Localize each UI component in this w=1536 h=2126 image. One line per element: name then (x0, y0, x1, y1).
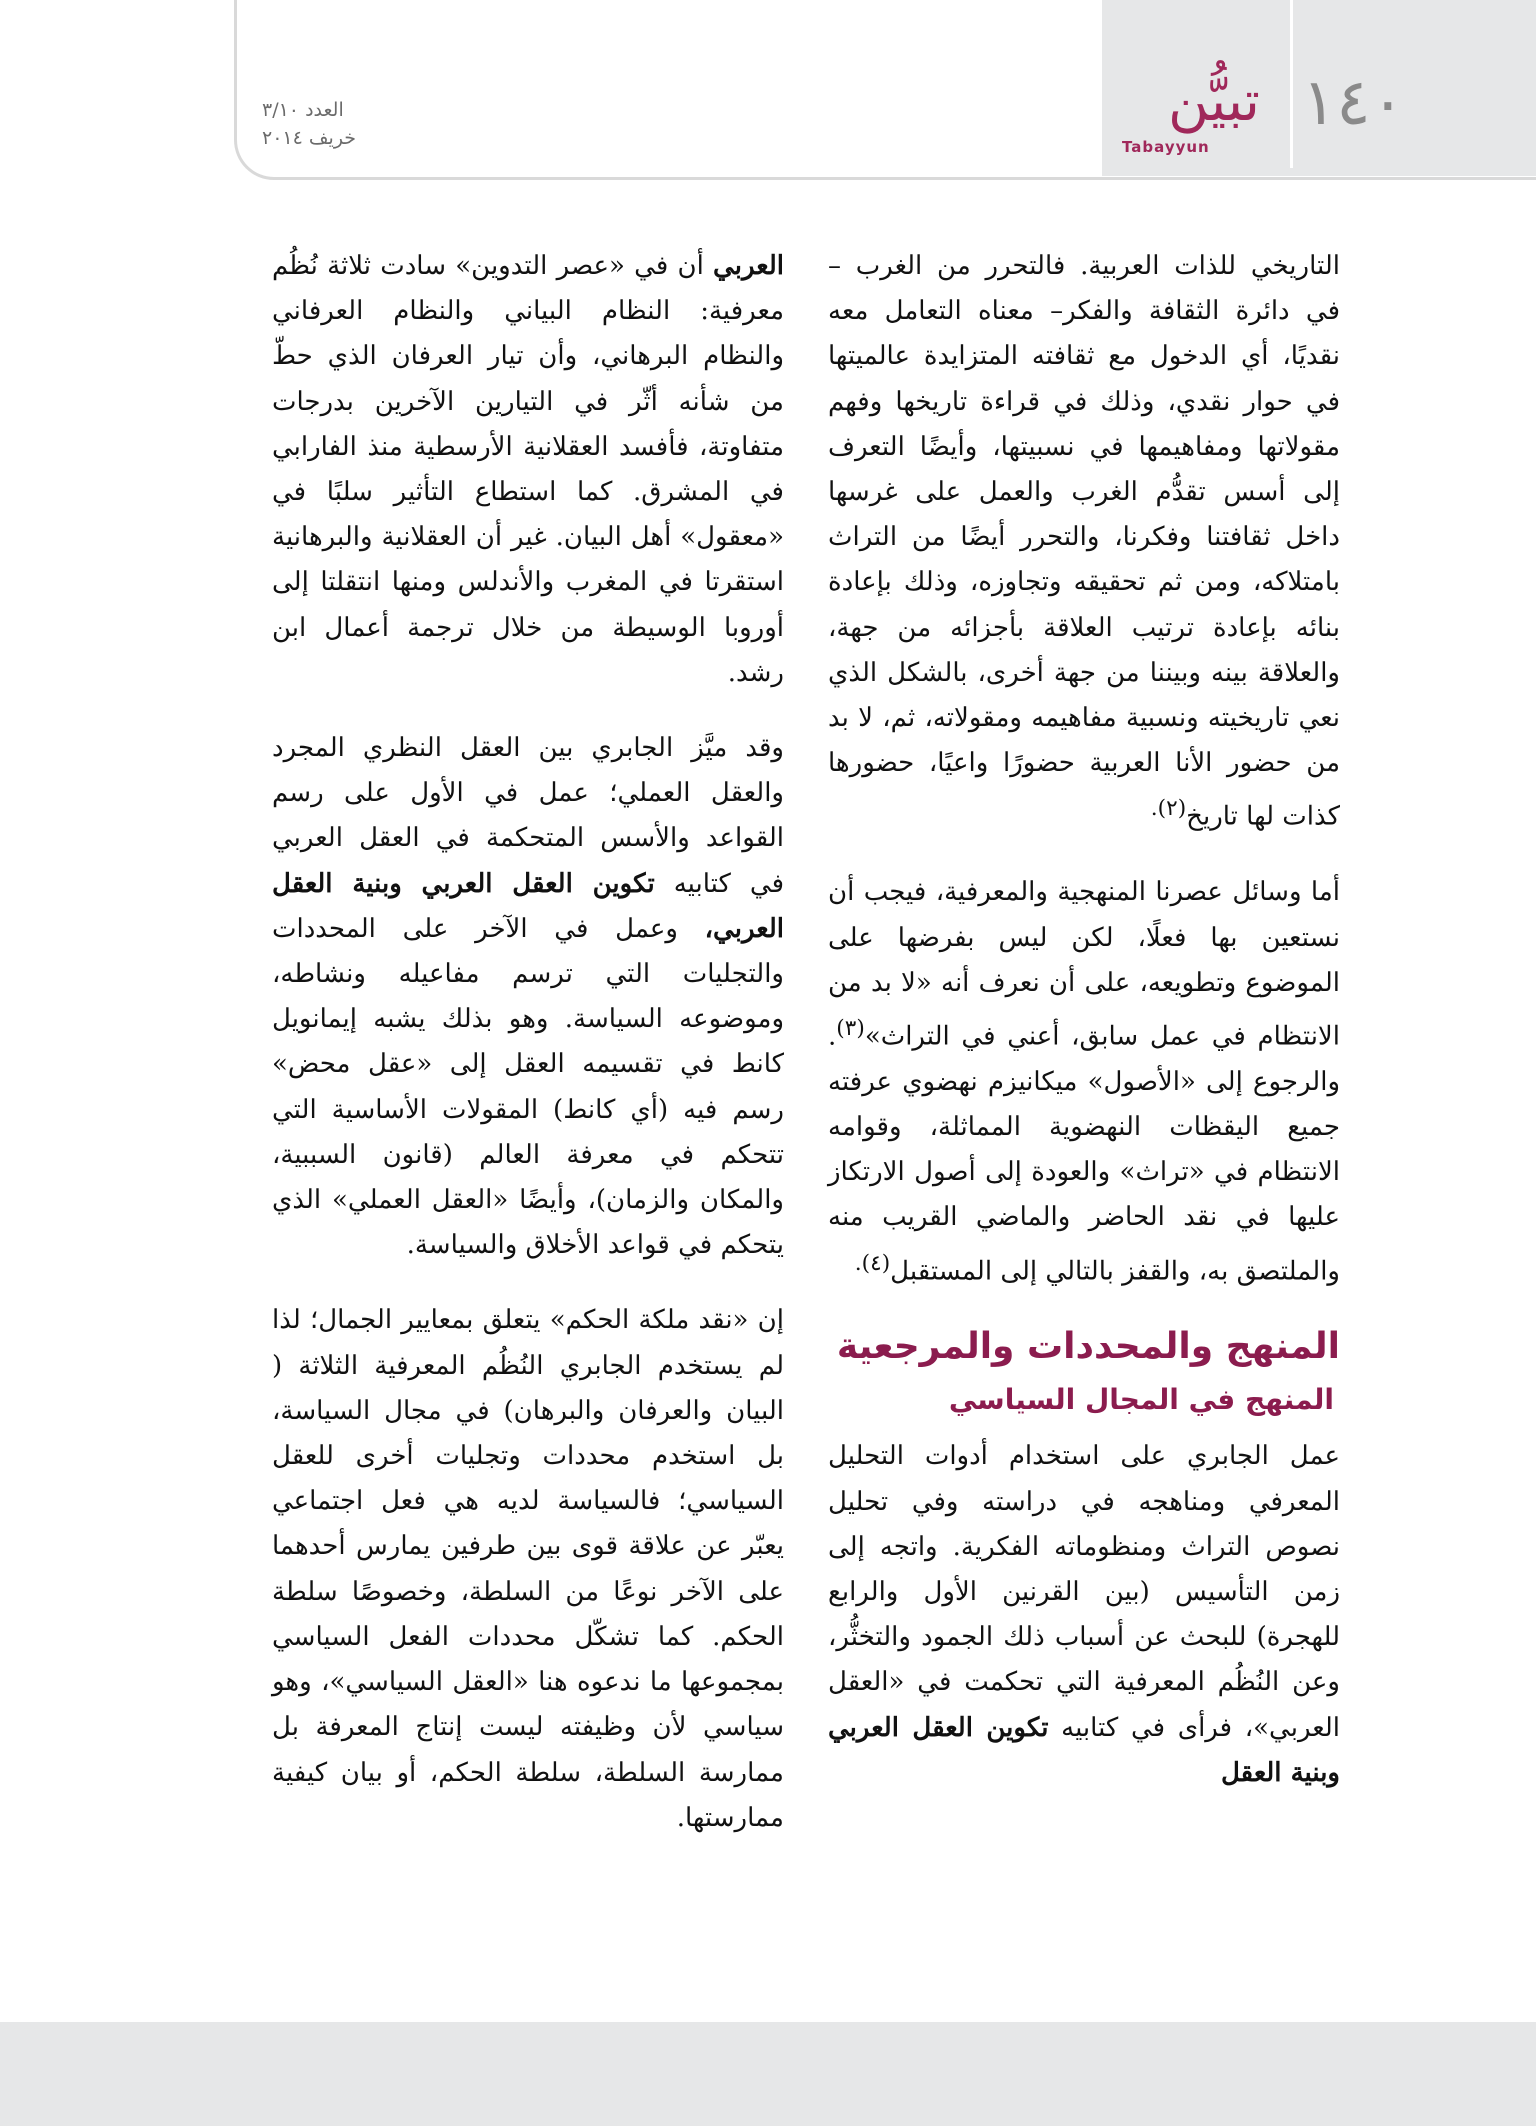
paragraph: وقد ميَّز الجابري بين العقل النظري المجرد والعقل العملي؛ عمل في الأول على رسم القواعد والأسس المتحكمة في العقل العربي في كتابيه تكوين العقل العربي وبنية العقل العربي، وعمل في الآخر على المحددات والتجليات التي ترسم مفاعيله ونشاطه، وموضوعه السياسة. وهو بذلك يشبه إيمانويل كانط في تقسيمه العقل إلى «عقل محض» رسم فيه (أي كانط) المقولات الأساسية التي تتحكم في معرفة العالم (قانون السببية، والمكان والزمان)، وأيضًا «العقل العملي» الذي يتحكم في قواعد الأخلاق والسياسة. (272, 733, 784, 1261)
subsection-heading: المنهج في المجال السياسي (948, 1383, 1334, 1417)
paragraph: أما وسائل عصرنا المنهجية والمعرفية، فيجب أن نستعين بها فعلًا، لكن ليس بفرضها على الموضوع وتطويعه، على أن نعرف أنه «لا بد من الانتظام في عمل سابق، أعني في التراث»$^{(٣)}$. والرجوع إلى «الأصول» ميكانيزم نهضوي عرفته جميع اليقظات النهضوية المماثلة، وقوامه الانتظام في «تراث» والعودة إلى أصول الارتكاز عليها في نقد الحاضر والماضي القريب منه والملتصق به، والقفز بالتالي إلى المستقبل$^{(٤).}$ (828, 877, 1340, 1287)
paragraph: إن «نقد ملكة الحكم» يتعلق بمعايير الجمال؛ لذا لم يستخدم الجابري النُظُم المعرفية الثلاثة ( البيان والعرفان والبرهان) في مجال السياسة، بل استخدم محددات وتجليات أخرى للعقل السياسي؛ فالسياسة لديه هي فعل اجتماعي يعبّر عن علاقة قوى بين طرفين يمارس أحدهما على الآخر نوعًا من السلطة، وخصوصًا سلطة الحكم. كما تشكّل محددات الفعل السياسي بمجموعها ما ندعوه هنا «العقل السياسي»، وهو سياسي لأن وظيفته ليست إنتاج المعرفة بل ممارسة السلطة، سلطة الحكم، أو بيان كيفية ممارستها. (272, 1305, 784, 1833)
paragraph: العربي أن في «عصر التدوين» سادت ثلاثة نُظُم معرفية: النظام البياني والنظام العرفاني والنظام البرهاني، وأن تيار العرفان الذي حطّ من شأنه أثّر في التيارين الآخرين بدرجات متفاوتة، فأفسد العقلانية الأرسطية منذ الفارابي في المشرق. كما استطاع التأثير سلبًا في «معقول» أهل البيان. غير أن العقلانية والبرهانية استقرتا في المغرب والأندلس ومنها انتقلتا إلى أوروبا الوسيطة من خلال ترجمة أعمال ابن رشد. (272, 251, 784, 688)
footer-band (0, 2022, 1536, 2126)
header-divider (1290, 0, 1293, 168)
footnote-ref: (٢). (1150, 796, 1187, 822)
book-title: العربي (713, 251, 784, 281)
footnote-ref: (٣) (836, 1015, 865, 1041)
issue-info (262, 96, 462, 152)
section-heading: المنهج والمحددات والمرجعية (836, 1326, 1340, 1368)
issue-season: خريف ٢٠١٤ (262, 127, 357, 149)
left-column (272, 244, 784, 1871)
book-title: تكوين العقل العربي وبنية العقل (828, 1712, 1340, 1788)
paragraph: عمل الجابري على استخدام أدوات التحليل المعرفي ومناهجه في دراسته وفي تحليل نصوص التراث ومنظوماته الفكرية. واتجه إلى زمن التأسيس (بين القرنين الأول والرابع للهجرة) للبحث عن أسباب ذلك الجمود والتخثُّر، وعن النُظُم المعرفية التي تحكمت في «العقل العربي»، فرأى في كتابيه تكوين العقل العربي وبنية العقل (828, 1441, 1340, 1788)
issue-number: العدد ٣/١٠ (262, 99, 344, 121)
logo-arabic-text: تبيُّن (1167, 69, 1260, 134)
logo-latin-text: Tabayyun (1122, 138, 1210, 156)
footnote-ref: (٤). (854, 1250, 891, 1276)
paragraph: التاريخي للذات العربية. فالتحرر من الغرب – في دائرة الثقافة والفكر– معناه التعامل معه نقديًا، أي الدخول مع ثقافته المتزايدة عالميتها في حوار نقدي، وذلك في قراءة تاريخها وفهم مقولاتها ومفاهيمها في نسبيتها، وأيضًا التعرف إلى أسس تقدُّم الغرب والعمل على غرسها داخل ثقافتنا وفكرنا، والتحرر أيضًا من التراث بامتلاكه، ومن ثم تحقيقه وتجاوزه، وذلك بإعادة بنائه بإعادة ترتيب العلاقة بأجزائه من جهة، والعلاقة بينه وبيننا من جهة أخرى، بالشكل الذي نعي تاريخيته ونسبية مفاهيمه ومقولاته، ثم، لا بد من حضور الأنا العربية حضورًا واعيًا، حضورها كذات لها تاريخ$^{(٢).}$ (828, 251, 1340, 833)
journal-logo (1120, 69, 1280, 162)
page-number: ١٤٠ (1301, 66, 1405, 140)
book-title: تكوين العقل العربي وبنية العقل العربي، (272, 868, 784, 944)
right-column (828, 244, 1340, 1826)
